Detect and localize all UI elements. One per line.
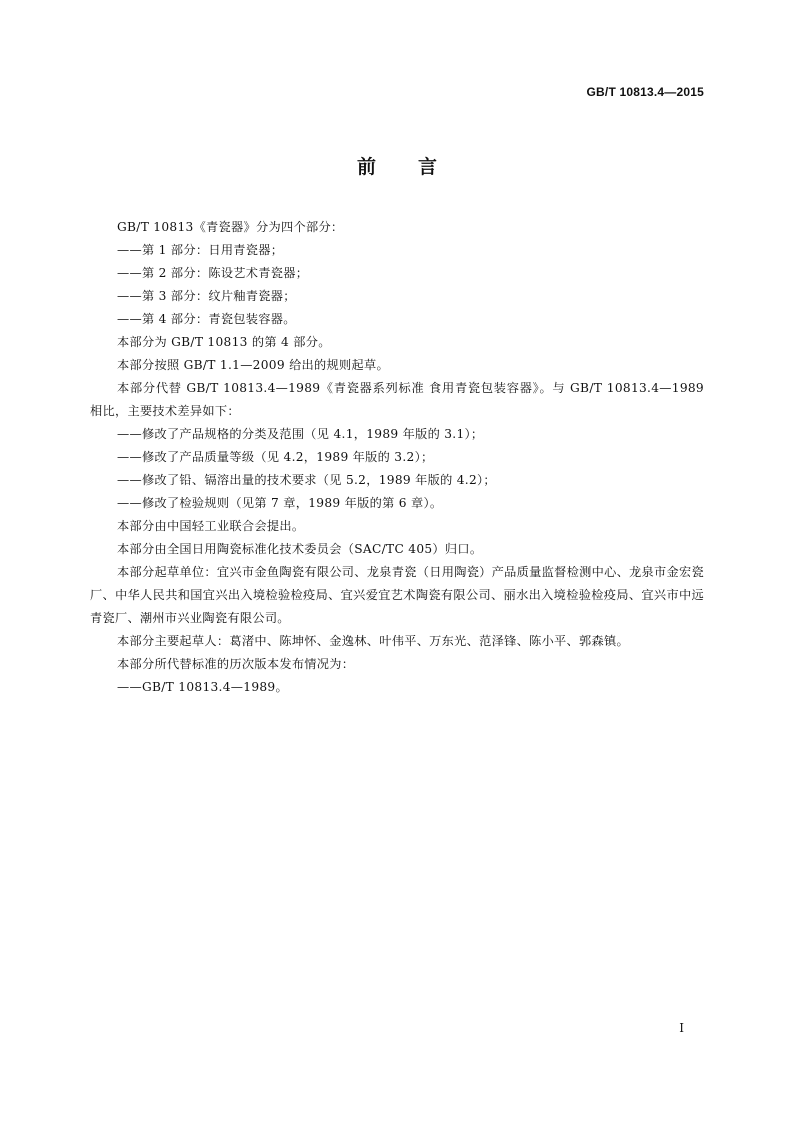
list-item: ——第 3 部分：纹片釉青瓷器； [117, 289, 296, 303]
paragraph: 本部分由中国轻工业联合会提出。 [117, 519, 305, 533]
page-title: 前言 [356, 156, 479, 178]
list-item: ——修改了铅、镉溶出量的技术要求（见 5.2，1989 年版的 4.2）； [117, 473, 496, 487]
list-item: ——修改了产品规格的分类及范围（见 4.1，1989 年版的 3.1）； [117, 427, 484, 441]
paragraph: 本部分起草单位：宜兴市金鱼陶瓷有限公司、龙泉青瓷（日用陶瓷）产品质量监督检测中心、龙泉市金宏瓷厂、中华人民共和国宜兴出入境检验检疫局、宜兴爱宜艺术陶瓷有限公司、丽水出入境检验检疫局、宜兴市中远青瓷厂、潮州市兴业陶瓷有限公司。 [90, 565, 704, 625]
list-item: ——第 4 部分：青瓷包装容器。 [117, 312, 296, 326]
foreword-body [90, 216, 704, 699]
list-item: ——修改了产品质量等级（见 4.2，1989 年版的 3.2）； [117, 450, 434, 464]
paragraph: 本部分主要起草人：葛渚中、陈坤怀、金逸林、叶伟平、万东光、范泽锋、陈小平、郭森镇。 [117, 634, 629, 648]
list-item: ——修改了检验规则（见第 7 章，1989 年版的第 6 章）。 [117, 496, 443, 510]
paragraph: 本部分由全国日用陶瓷标准化技术委员会（SAC/TC 405）归口。 [117, 542, 483, 556]
paragraph: 本部分代替 GB/T 10813.4—1989《青瓷器系列标准 食用青瓷包装容器》。与 GB/T 10813.4—1989 相比，主要技术差异如下： [90, 381, 704, 418]
paragraph: GB/T 10813《青瓷器》分为四个部分： [117, 220, 344, 234]
paragraph: 本部分按照 GB/T 1.1—2009 给出的规则起草。 [117, 358, 389, 372]
paragraph: 本部分为 GB/T 10813 的第 4 部分。 [117, 335, 331, 349]
paragraph: 本部分所代替标准的历次版本发布情况为： [117, 657, 355, 671]
page-number: I [679, 1021, 684, 1035]
list-item: ——第 1 部分：日用青瓷器； [117, 243, 284, 257]
list-item: ——第 2 部分：陈设艺术青瓷器； [117, 266, 309, 280]
standard-code: GB/T 10813.4—2015 [586, 85, 704, 99]
list-item: ——GB/T 10813.4—1989。 [117, 680, 288, 694]
